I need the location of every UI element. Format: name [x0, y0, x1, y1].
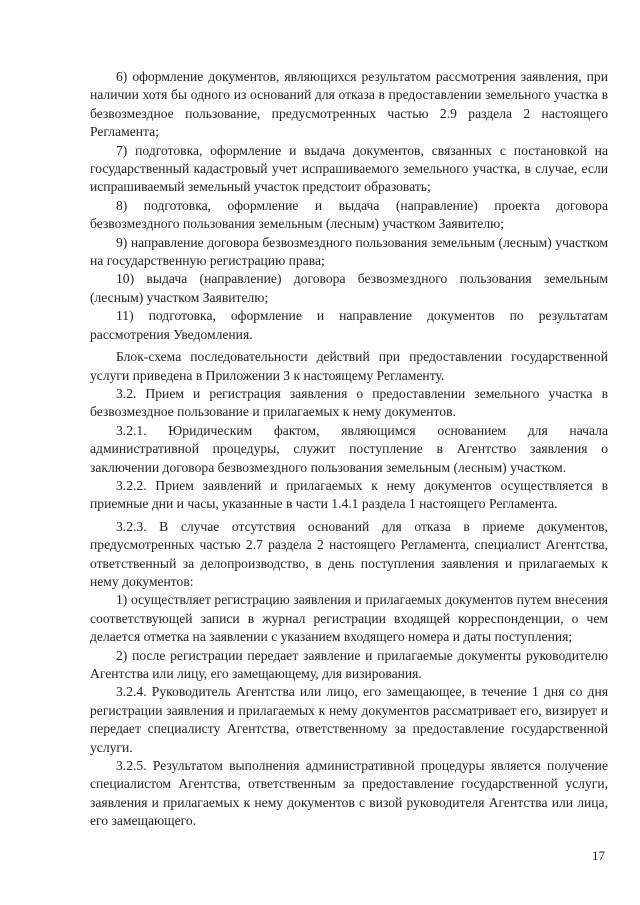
flowchart-paragraph: Блок-схема последовательности действий при предоставлении государственной услуги приведена в Приложении 3 к настоящему Регламенту. [90, 349, 608, 383]
document-body [90, 68, 608, 831]
clause-3-2-4: 3.2.4. Руководитель Агентства или лицо, его замещающее, в течение 1 дня со дня регистрации заявления и прилагаемых к нему документов рассматривает его, визирует и передает специалисту Агентства, ответственному за предоставление государственной услуги. [90, 684, 608, 755]
list-item-7: 7) подготовка, оформление и выдача документов, связанных с постановкой на государственный кадастровый учет испрашиваемого земельного участка, в случае, если испрашиваемый земельный участок предстоит образовать; [90, 142, 608, 195]
clause-3-2-2: 3.2.2. Прием заявлений и прилагаемых к нему документов осуществляется в приемные дни и часы, указанные в части 1.4.1 раздела 1 настоящего Регламента. [90, 477, 608, 512]
clause-3-2-3-item-2: 2) после регистрации передает заявление и прилагаемые документы руководителю Агентства или лицу, его замещающему, для визирования. [90, 647, 608, 681]
section-3-2-heading: 3.2. Прием и регистрация заявления о предоставлении земельного участка в безвозмездное пользование и прилагаемых к нему документов. [90, 385, 608, 420]
list-item-6: 6) оформление документов, являющихся результатом рассмотрения заявления, при наличии хотя бы одного из оснований для отказа в предоставлении земельного участка в безвозмездное пользование, предусмотренных частью 2.9 раздела 2 настоящего Регламента; [90, 69, 608, 140]
list-item-10: 10) выдача (направление) договора безвозмездного пользования земельным (лесным) участком Заявителю; [90, 271, 608, 305]
clause-3-2-1: 3.2.1. Юридическим фактом, являющимся основанием для начала административной процедуры, служит поступление в Агентство заявления о заключении договора безвозмездного пользования земельным (лесным) участком. [90, 422, 608, 475]
clause-3-2-3: 3.2.3. В случае отсутствия оснований для отказа в приеме документов, предусмотренных частью 2.7 раздела 2 настоящего Регламента, специалист Агентства, ответственный за делопроизводство, в день поступления заявления и прилагаемых к нему документов: [90, 518, 608, 589]
clause-3-2-5: 3.2.5. Результатом выполнения административной процедуры является получение специалистом Агентства, ответственным за предоставление государственной услуги, заявления и прилагаемых к нему документов с визой руководителя Агентства или лица, его замещающего. [90, 758, 608, 829]
list-item-8: 8) подготовка, оформление и выдача (направление) проекта договора безвозмездного пользования земельным (лесным) участком Заявителю; [90, 197, 608, 232]
list-item-9: 9) направление договора безвозмездного пользования земельным (лесным) участком на государственную регистрацию права; [90, 234, 608, 269]
clause-3-2-3-item-1: 1) осуществляет регистрацию заявления и прилагаемых документов путем внесения соответствующей записи в журнал регистрации входящей корреспонденции, о чем делается отметка на заявлении с указанием входящего номера и даты поступления; [90, 592, 608, 645]
list-item-11: 11) подготовка, оформление и направление документов по результатам рассмотрения Уведомления. [90, 308, 608, 342]
page-number: 17 [592, 848, 605, 863]
